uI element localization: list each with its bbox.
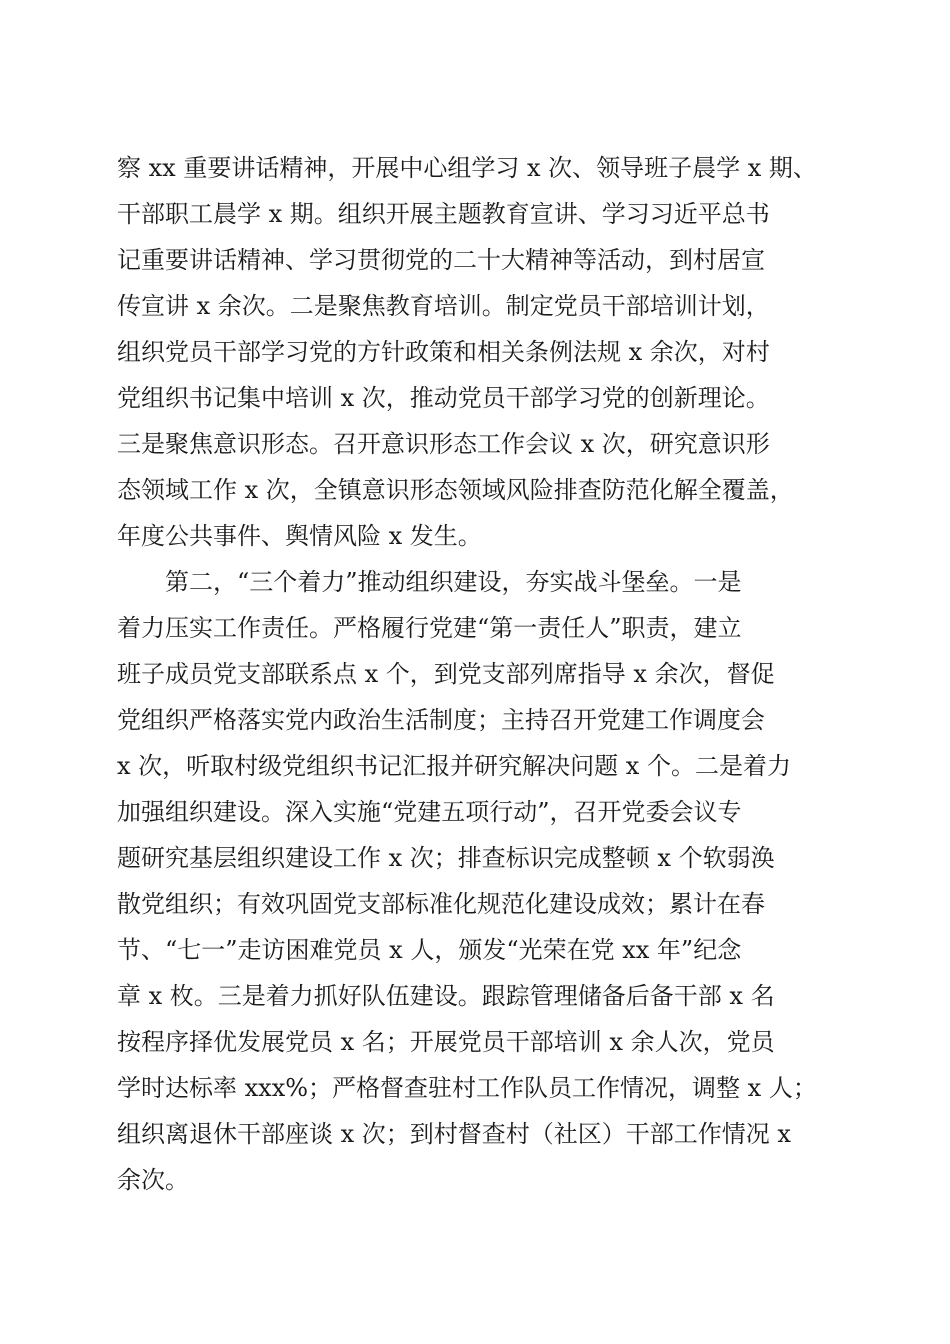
text-line: 学时达标率 xxx%；严格督查驻村工作队员工作情况，调整 x 人；: [117, 1074, 817, 1102]
text-line: 加强组织建设。深入实施“党建五项行动”，召开党委会议专: [117, 798, 742, 826]
text-line: 记重要讲话精神、学习贯彻党的二十大精神等活动，到村居宣: [117, 246, 765, 274]
document-body: [117, 145, 837, 1203]
text-line: 组织离退休干部座谈 x 次；到村督查村（社区）干部工作情况 x: [117, 1120, 791, 1148]
text-line: 按程序择优发展党员 x 名；开展党员干部培训 x 余人次，党员: [117, 1028, 775, 1056]
section-heading-line: 第二，“三个着力”推动组织建设，夯实战斗堡垒。一是: [165, 568, 742, 596]
text-line: 组织党员干部学习党的方针政策和相关条例法规 x 余次，对村: [117, 338, 770, 366]
text-line: x 次，听取村级党组织书记汇报并研究解决问题 x 个。二是着力: [117, 752, 791, 780]
text-line: 党组织书记集中培训 x 次，推动党员干部学习党的创新理论。: [117, 384, 770, 412]
text-line: 题研究基层组织建设工作 x 次；排查标识完成整顿 x 个软弱涣: [117, 844, 775, 872]
text-line: 态领域工作 x 次，全镇意识形态领域风险排查防范化解全覆盖，: [117, 476, 794, 504]
text-line: 察 xx 重要讲话精神，开展中心组学习 x 次、领导班子晨学 x 期、: [117, 154, 817, 182]
text-line: 干部职工晨学 x 期。组织开展主题教育宣讲、学习习近平总书: [117, 200, 770, 228]
text-line: 年度公共事件、舆情风险 x 发生。: [117, 522, 482, 550]
text-line: 传宣讲 x 余次。二是聚焦教育培训。制定党员干部培训计划，: [117, 292, 770, 320]
text-line: 着力压实工作责任。严格履行党建“第一责任人”职责，建立: [117, 614, 742, 642]
text-line: 党组织严格落实党内政治生活制度；主持召开党建工作调度会: [117, 706, 765, 734]
text-line: 节、“七一”走访困难党员 x 人，颁发“光荣在党 xx 年”纪念: [117, 936, 742, 964]
text-line: 三是聚焦意识形态。召开意识形态工作会议 x 次，研究意识形: [117, 430, 770, 458]
text-line: 班子成员党支部联系点 x 个，到党支部列席指导 x 余次，督促: [117, 660, 775, 688]
text-line: 章 x 枚。三是着力抓好队伍建设。跟踪管理储备后备干部 x 名: [117, 982, 775, 1010]
text-line: 散党组织；有效巩固党支部标准化规范化建设成效；累计在春: [117, 890, 765, 918]
text-line: 余次。: [117, 1166, 189, 1194]
